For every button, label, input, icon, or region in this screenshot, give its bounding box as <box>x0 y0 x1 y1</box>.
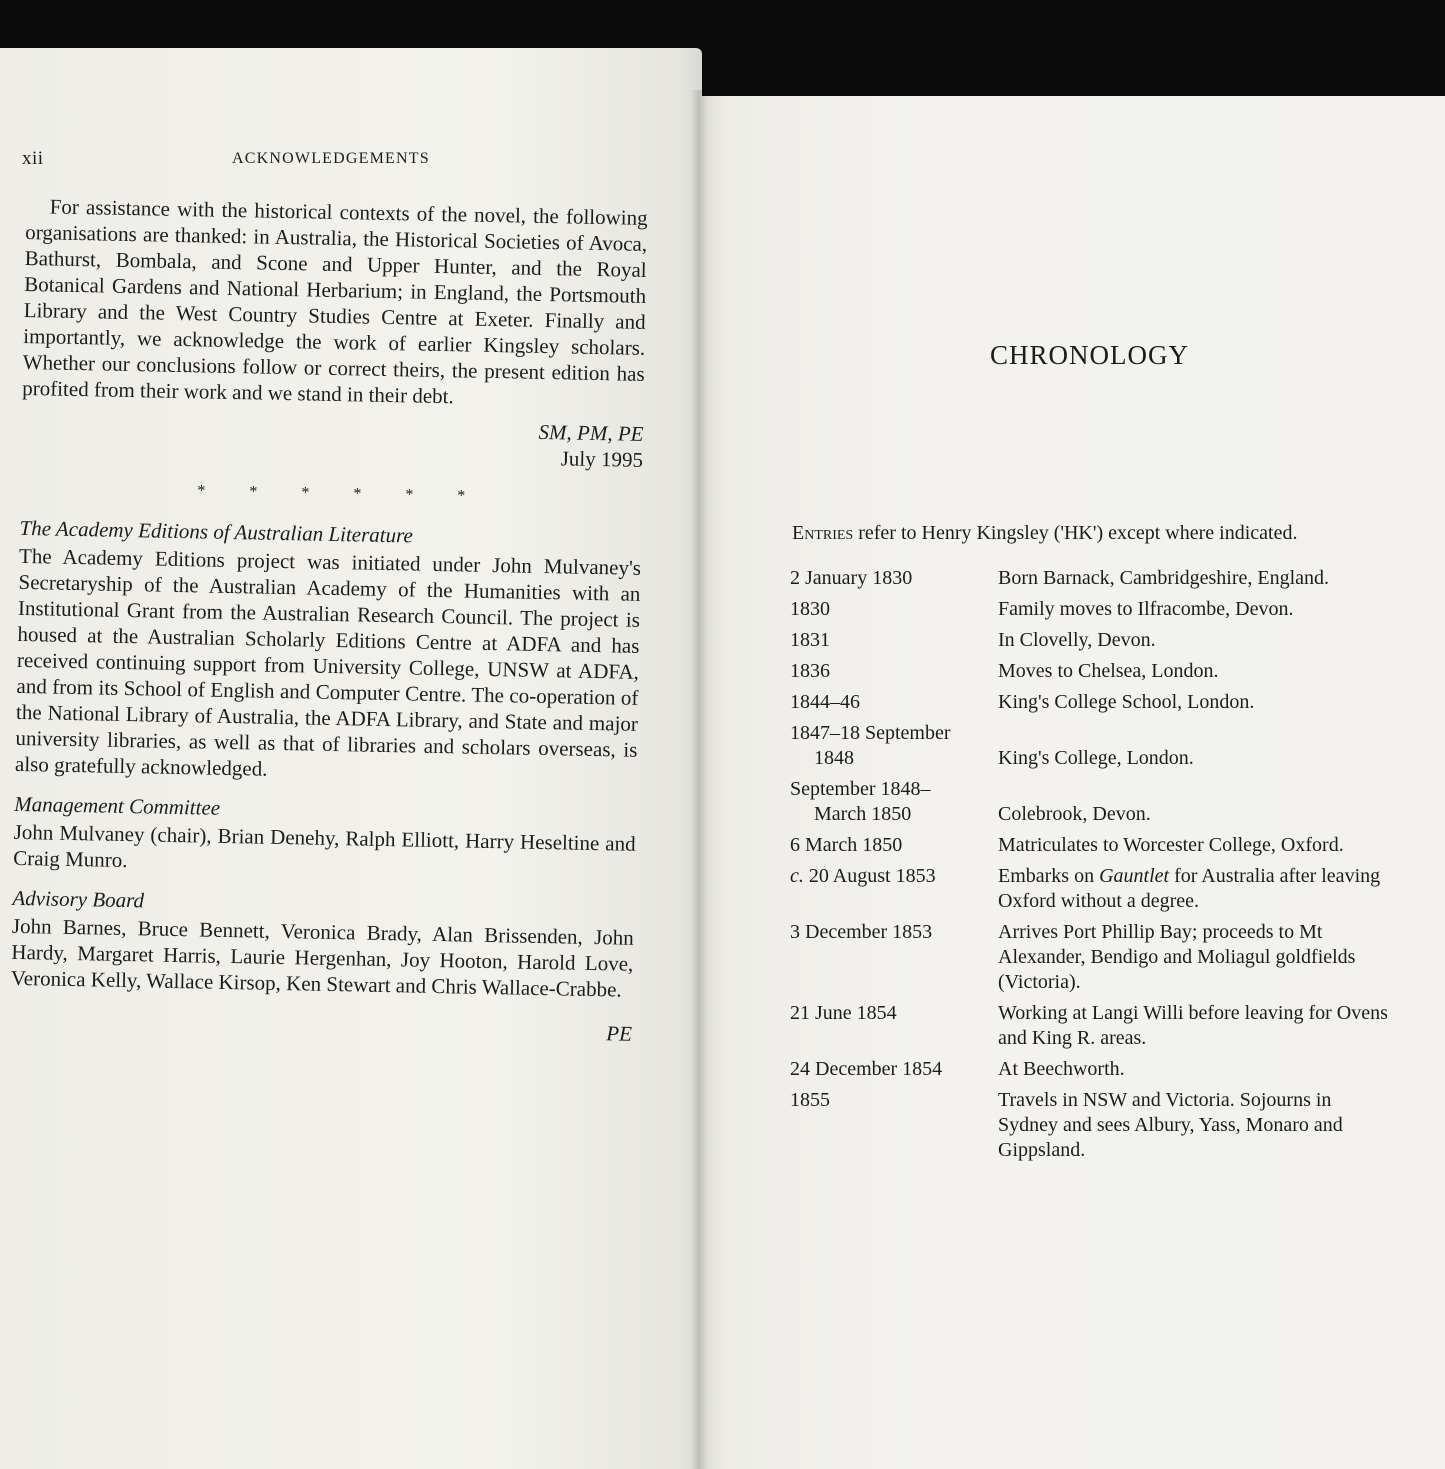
entry-event: Born Barnack, Cambridgeshire, England. <box>998 567 1330 589</box>
table-row <box>790 920 1390 995</box>
entry-date: 21 June 1854 <box>790 1002 897 1024</box>
acknowledgements-paragraph: For assistance with the historical contexts of the novel, the following organisations are thanked: in Australia, the Historical Societies of Avoca, Bathurst, Bombala, and Scone and Upper Hunter, and the Royal Botanical Gardens and National Herbarium; in England, the Portsmouth Library and the West Country Studies Centre at Exeter. Finally and importantly, we acknowledge the work of earlier Kingsley scholars. Whether our conclusions follow or correct theirs, the present edition has profited from their work and we stand in their debt. <box>22 194 648 409</box>
book-gutter <box>690 90 708 1469</box>
signature-block <box>21 409 644 473</box>
table-row <box>790 659 1390 684</box>
advisory-paragraph: John Barnes, Bruce Bennett, Veronica Brady, Alan Brissenden, John Hardy, Margaret Harris, Laurie Hergenhan, Joy Hooton, Harold Love, Veronica Kelly, Wallace Kirsop, Ken Stewart and Chris Wallace-Crabbe. <box>10 913 635 1002</box>
entry-date-line2: 1848 <box>814 747 854 769</box>
entry-date-value: 20 August 1853 <box>803 865 936 887</box>
entry-event: At Beechworth. <box>998 1058 1125 1080</box>
chronology-intro <box>792 522 1297 545</box>
entry-event: Working at Langi Willi before leaving for Ovens and King R. areas. <box>998 1002 1388 1049</box>
entry-date-line1: 1847–18 September <box>790 722 951 744</box>
entry-date-line2: March 1850 <box>814 803 912 825</box>
entry-date: 1855 <box>790 1089 830 1111</box>
entry-event: In Clovelly, Devon. <box>998 629 1156 651</box>
table-row <box>790 628 1390 653</box>
entry-date: 3 December 1853 <box>790 921 933 943</box>
table-row <box>790 1088 1390 1163</box>
chronology-title: CHRONOLOGY <box>990 340 1189 370</box>
table-row <box>790 833 1390 858</box>
table-row <box>790 777 1390 827</box>
entry-event-rest: for Australia after leaving Oxford without a degree. <box>998 865 1381 912</box>
entry-event-lead: Embarks on <box>998 865 1100 887</box>
entry-date: 1836 <box>790 660 830 682</box>
entry-event: Family moves to Ilfracombe, Devon. <box>998 598 1294 620</box>
entry-date: 2 January 1830 <box>790 567 913 589</box>
running-head-title: ACKNOWLEDGEMENTS <box>232 150 430 167</box>
section-divider: * * * * * * <box>197 482 486 505</box>
entry-date: 1830 <box>790 598 830 620</box>
entry-event: Travels in NSW and Victoria. Sojourns in Sydney and sees Albury, Yass, Monaro and Gippsland. <box>998 1089 1343 1161</box>
page-number: xii <box>22 148 44 169</box>
entry-event: Colebrook, Devon. <box>998 803 1151 825</box>
table-row <box>790 1057 1390 1082</box>
entry-date <box>790 864 998 914</box>
intro-lead: Entries <box>792 522 854 544</box>
table-row <box>790 566 1390 591</box>
entry-event <box>998 864 1390 914</box>
table-row <box>790 721 1390 771</box>
table-row <box>790 864 1390 914</box>
entry-event: King's College School, London. <box>998 691 1255 713</box>
entry-date <box>790 777 998 827</box>
entry-date: 6 March 1850 <box>790 834 903 856</box>
entry-date-prefix: c. <box>790 865 804 887</box>
entry-event: Matriculates to Worcester College, Oxford. <box>998 834 1344 856</box>
table-row <box>790 690 1390 715</box>
advisory-heading: Advisory Board <box>12 885 145 913</box>
entry-event: King's College, London. <box>998 747 1194 769</box>
entry-event: Arrives Port Phillip Bay; proceeds to Mt Alexander, Bendigo and Moliagul goldfields (Victoria). <box>998 921 1356 993</box>
table-row <box>790 597 1390 622</box>
management-paragraph: John Mulvaney (chair), Brian Denehy, Ralph Elliott, Harry Heseltine and Craig Munro. <box>13 819 636 873</box>
academy-heading: The Academy Editions of Australian Literature <box>19 515 414 548</box>
entry-date: 1831 <box>790 629 830 651</box>
entry-date <box>790 721 998 771</box>
management-heading: Management Committee <box>14 791 221 820</box>
intro-rest: refer to Henry Kingsley ('HK') except where indicated. <box>853 522 1298 544</box>
entry-date-line1: September 1848– <box>790 778 931 800</box>
ship-name: Gauntlet <box>1099 865 1170 887</box>
closing-initials: PE <box>606 1021 633 1046</box>
entry-date: 24 December 1854 <box>790 1058 943 1080</box>
signature-date: July 1995 <box>560 446 644 472</box>
chronology-table <box>790 566 1390 1169</box>
academy-paragraph: The Academy Editions project was initiated under John Mulvaney's Secretaryship of the Australian Academy of the Humanities with an Institutional Grant from the Australian Research Council. The project is housed at the Australian Scholarly Editions Centre at ADFA and has received continuing support from University College, UNSW at ADFA, and from its School of English and Computer Centre. The co-operation of the National Library of Australia, the ADFA Library, and State and major university libraries, as well as that of libraries and scholars overseas, is also gratefully acknowledged. <box>14 543 642 781</box>
table-row <box>790 1001 1390 1051</box>
acknowledgements-body <box>10 193 648 1047</box>
entry-date: 1844–46 <box>790 691 860 713</box>
signature-initials: SM, PM, PE <box>538 419 644 446</box>
entry-event: Moves to Chelsea, London. <box>998 660 1219 682</box>
